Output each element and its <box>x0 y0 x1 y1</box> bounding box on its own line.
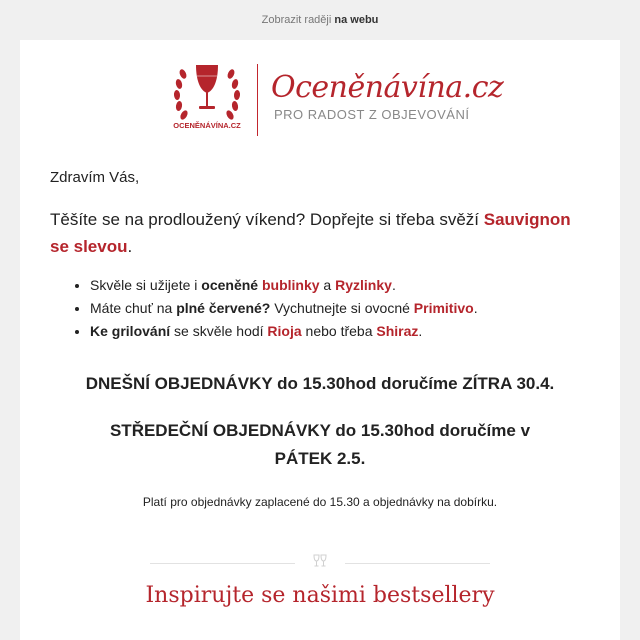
brand-title: Oceněnávína.cz <box>271 70 504 105</box>
brand-divider <box>257 64 258 136</box>
list-item-bold: Ke grilování <box>90 323 171 339</box>
list-item-text: Vychutnejte si ovocné <box>270 300 414 316</box>
list-item-bold: plné červené? <box>176 300 271 316</box>
list-item-text: a <box>319 277 336 293</box>
list-item-text: . <box>418 323 423 339</box>
list-item <box>90 297 590 320</box>
list-item-text: . <box>391 277 396 293</box>
view-in-browser-prefix: Zobrazit raději <box>261 14 332 26</box>
list-item-text: . <box>473 300 478 316</box>
lead-paragraph <box>50 206 590 260</box>
brand-header[interactable] <box>171 60 504 142</box>
section-divider <box>150 558 490 570</box>
email-body <box>50 168 590 509</box>
bublinky-link[interactable]: bublinky <box>261 277 320 293</box>
email-card <box>20 40 620 640</box>
wine-glasses-icon <box>311 554 329 570</box>
logo-badge-text: OCENĚNÁVÍNA.CZ <box>173 121 241 130</box>
divider-line-left <box>150 563 295 564</box>
tips-list <box>50 274 590 343</box>
list-item <box>90 274 590 297</box>
sauvignon-link[interactable]: Sauvignon se slevou <box>50 210 571 256</box>
greeting: Zdravím Vás, <box>50 169 140 186</box>
rioja-link[interactable]: Rioja <box>267 323 302 339</box>
divider-line-right <box>345 563 490 564</box>
shiraz-link[interactable]: Shiraz <box>376 323 419 339</box>
list-item-bold: oceněné <box>201 277 259 293</box>
ryzlinky-link[interactable]: Ryzlinky <box>335 277 392 293</box>
delivery-note: Platí pro objednávky zaplacené do 15.30 a objednávky na dobírku. <box>142 495 498 509</box>
list-item <box>90 320 590 343</box>
bestsellers-heading: Inspirujte se našimi bestsellery <box>145 583 495 608</box>
primitivo-link[interactable]: Primitivo <box>413 300 474 316</box>
list-item-text: se skvěle hodí <box>170 323 268 339</box>
view-in-browser-link[interactable]: na webu <box>334 14 379 26</box>
list-item-text: Skvěle si užijete i <box>90 277 202 293</box>
delivery-wednesday: STŘEDEČNÍ OBJEDNÁVKY do 15.30hod doručíme v PÁTEK 2.5. <box>109 421 531 468</box>
view-in-browser-bar <box>0 0 640 40</box>
wine-glass-laurel-icon <box>171 60 243 140</box>
delivery-today: DNEŠNÍ OBJEDNÁVKY do 15.30hod doručíme ZÍTRA 30.4. <box>85 374 555 393</box>
lead-end: . <box>127 237 133 256</box>
list-item-text: Máte chuť na <box>90 300 177 316</box>
lead-text: Těšíte se na prodloužený víkend? Dopřejte si třeba svěží <box>50 210 484 229</box>
brand-tagline: PRO RADOST Z OBJEVOVÁNÍ <box>274 107 470 122</box>
list-item-text: nebo třeba <box>301 323 377 339</box>
